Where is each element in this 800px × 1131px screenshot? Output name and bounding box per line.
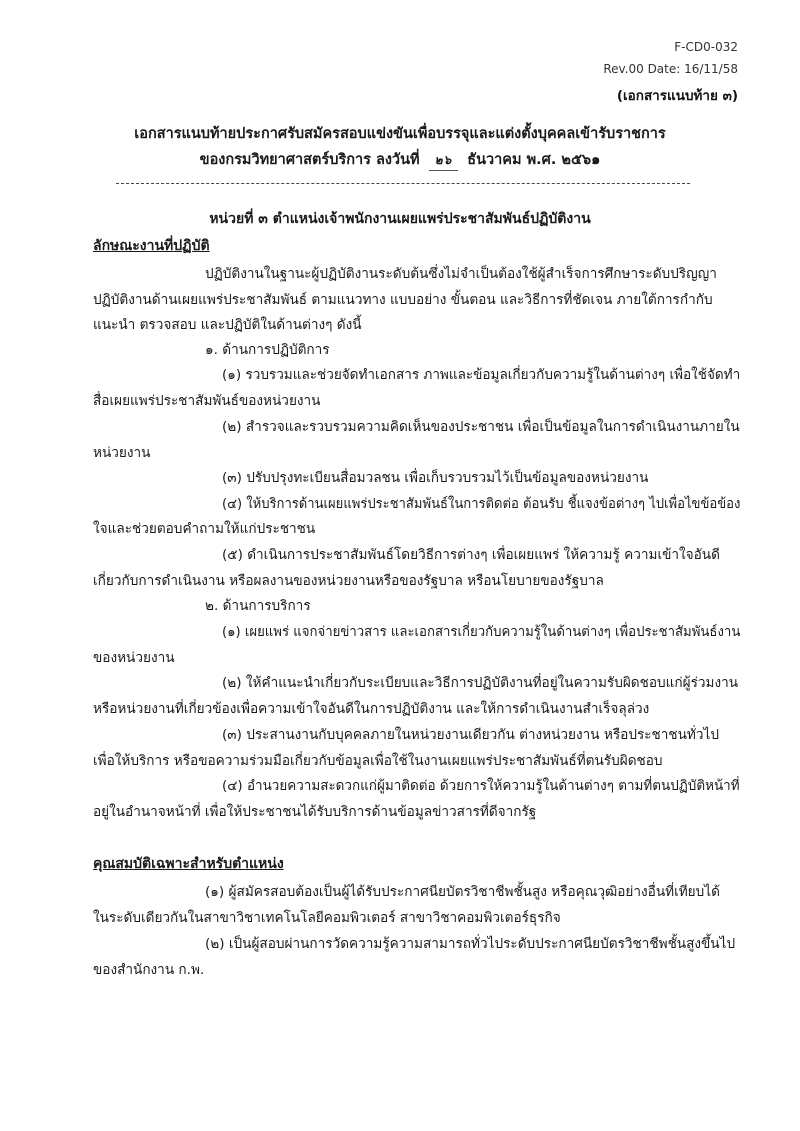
section2-item4-line2: อยู่ในอำนาจหน้าที่ เพื่อให้ประชาชนได้รับบริการด้านข้อมูลข่าวสารที่ดีจากรัฐ	[93, 804, 537, 820]
section2-item2-line2: หรือหน่วยงานที่เกี่ยวข้องเพื่อความเข้าใจอันดีในการปฏิบัติงาน และให้การดำเนินงานสำเร็จลุล่วง	[93, 701, 650, 717]
qualifications-heading: คุณสมบัติเฉพาะสำหรับตำแหน่ง	[93, 856, 284, 872]
section1-item3-line1: (๓) ปรับปรุงทะเบียนสื่อมวลชน เพื่อเก็บรวบรวมไว้เป็นข้อมูลของหน่วยงาน	[222, 470, 649, 486]
title-date-suffix: ธันวาคม พ.ศ. ๒๕๖๑	[467, 152, 601, 168]
section1-item4-line1: (๔) ให้บริการด้านเผยแพร่ประชาสัมพันธ์ในการติดต่อ ต้อนรับ ชี้แจงข้อต่างๆ ไปเพื่อไขข้อข้อง	[222, 496, 741, 512]
qualification-item1-line1: (๑) ผู้สมัครสอบต้องเป็นผู้ได้รับประกาศนียบัตรวิชาชีพชั้นสูง หรือคุณวุฒิอย่างอื่นที่เทียบได้	[205, 884, 720, 900]
intro-line-1: ปฏิบัติงานในฐานะผู้ปฏิบัติงานระดับต้นซึ่งไม่จำเป็นต้องใช้ผู้สำเร็จการศึกษาระดับปริญญา	[205, 266, 717, 282]
document-title-line1: เอกสารแนบท้ายประกาศรับสมัครสอบแข่งขันเพื่อบรรจุและแต่งตั้งบุคคลเข้ารับราชการ	[134, 126, 666, 142]
section1-item2-line2: หน่วยงาน	[93, 445, 151, 461]
title-date-prefix: ของกรมวิทยาศาสตร์บริการ ลงวันที่	[199, 152, 420, 168]
attachment-label: (เอกสารแนบท้าย ๓)	[616, 88, 738, 104]
section2-item3-line1: (๓) ประสานงานกับบุคคลภายในหน่วยงานเดียวกัน ต่างหน่วยงาน หรือประชาชนทั่วไป	[222, 727, 719, 743]
handwritten-day: ๒๖	[429, 151, 459, 171]
intro-line-2: ปฏิบัติงานด้านเผยแพร่ประชาสัมพันธ์ ตามแนวทาง แบบอย่าง ขั้นตอน และวิธีการที่ชัดเจน ภายใต้การกำกับ	[93, 292, 713, 308]
unit-heading: หน่วยที่ ๓ ตำแหน่งเจ้าพนักงานเผยแพร่ประชาสัมพันธ์ปฏิบัติงาน	[209, 211, 591, 227]
section1-item4-line2: ใจและช่วยตอบคำถามให้แก่ประชาชน	[93, 521, 316, 537]
section1-item1-line1: (๑) รวบรวมและช่วยจัดทำเอกสาร ภาพและข้อมูลเกี่ยวกับความรู้ในด้านต่างๆ เพื่อใช้จัดทำ	[222, 367, 741, 383]
section1-item5-line2: เกี่ยวกับการดำเนินงาน หรือผลงานของหน่วยงานหรือของรัฐบาล หรือนโยบายของรัฐบาล	[93, 573, 604, 589]
qualification-item2-line1: (๒) เป็นผู้สอบผ่านการวัดความรู้ความสามารถทั่วไประดับประกาศนียบัตรวิชาชีพชั้นสูงขึ้นไป	[205, 936, 736, 952]
section2-item1-line2: ของหน่วยงาน	[93, 650, 175, 666]
section1-item1-line2: สื่อเผยแพร่ประชาสัมพันธ์ของหน่วยงาน	[93, 393, 321, 409]
revision-date: Rev.00 Date: 16/11/58	[603, 62, 738, 76]
qualification-item1-line2: ในระดับเดียวกันในสาขาวิชาเทคโนโลยีคอมพิวเตอร์ สาขาวิชาคอมพิวเตอร์ธุรกิจ	[93, 910, 561, 926]
job-description-heading: ลักษณะงานที่ปฏิบัติ	[93, 238, 210, 254]
section2-item3-line2: เพื่อให้บริการ หรือขอความร่วมมือเกี่ยวกับข้อมูลเพื่อใช้ในงานเผยแพร่ประชาสัมพันธ์ที่ตนรับผิดชอบ	[93, 753, 663, 769]
section1-item2-line1: (๒) สำรวจและรวบรวมความคิดเห็นของประชาชน เพื่อเป็นข้อมูลในการดำเนินงานภายใน	[222, 419, 740, 435]
intro-line-3: แนะนำ ตรวจสอบ และปฏิบัติในด้านต่างๆ ดังนี้	[93, 317, 362, 333]
form-code: F-CD0-032	[674, 40, 738, 54]
section2-item1-line1: (๑) เผยแพร่ แจกจ่ายข่าวสาร และเอกสารเกี่ยวกับความรู้ในด้านต่างๆ เพื่อประชาสัมพันธ์งาน	[222, 624, 741, 640]
section2-title: ๒. ด้านการบริการ	[205, 598, 311, 614]
section2-item2-line1: (๒) ให้คำแนะนำเกี่ยวกับระเบียบและวิธีการปฏิบัติงานที่อยู่ในความรับผิดชอบแก่ผู้ร่วมงาน	[222, 675, 739, 691]
section1-title: ๑. ด้านการปฏิบัติการ	[205, 342, 330, 358]
section2-item4-line1: (๔) อำนวยความสะดวกแก่ผู้มาติดต่อ ด้วยการให้ความรู้ในด้านต่างๆ ตามที่ตนปฏิบัติหน้าที่	[222, 778, 740, 794]
dashed-divider	[116, 183, 690, 184]
qualification-item2-line2: ของสำนักงาน ก.พ.	[93, 962, 205, 978]
section1-item5-line1: (๕) ดำเนินการประชาสัมพันธ์โดยวิธีการต่างๆ เพื่อเผยแพร่ ให้ความรู้ ความเข้าใจอันดี	[222, 547, 720, 563]
document-title-line2	[0, 148, 800, 171]
